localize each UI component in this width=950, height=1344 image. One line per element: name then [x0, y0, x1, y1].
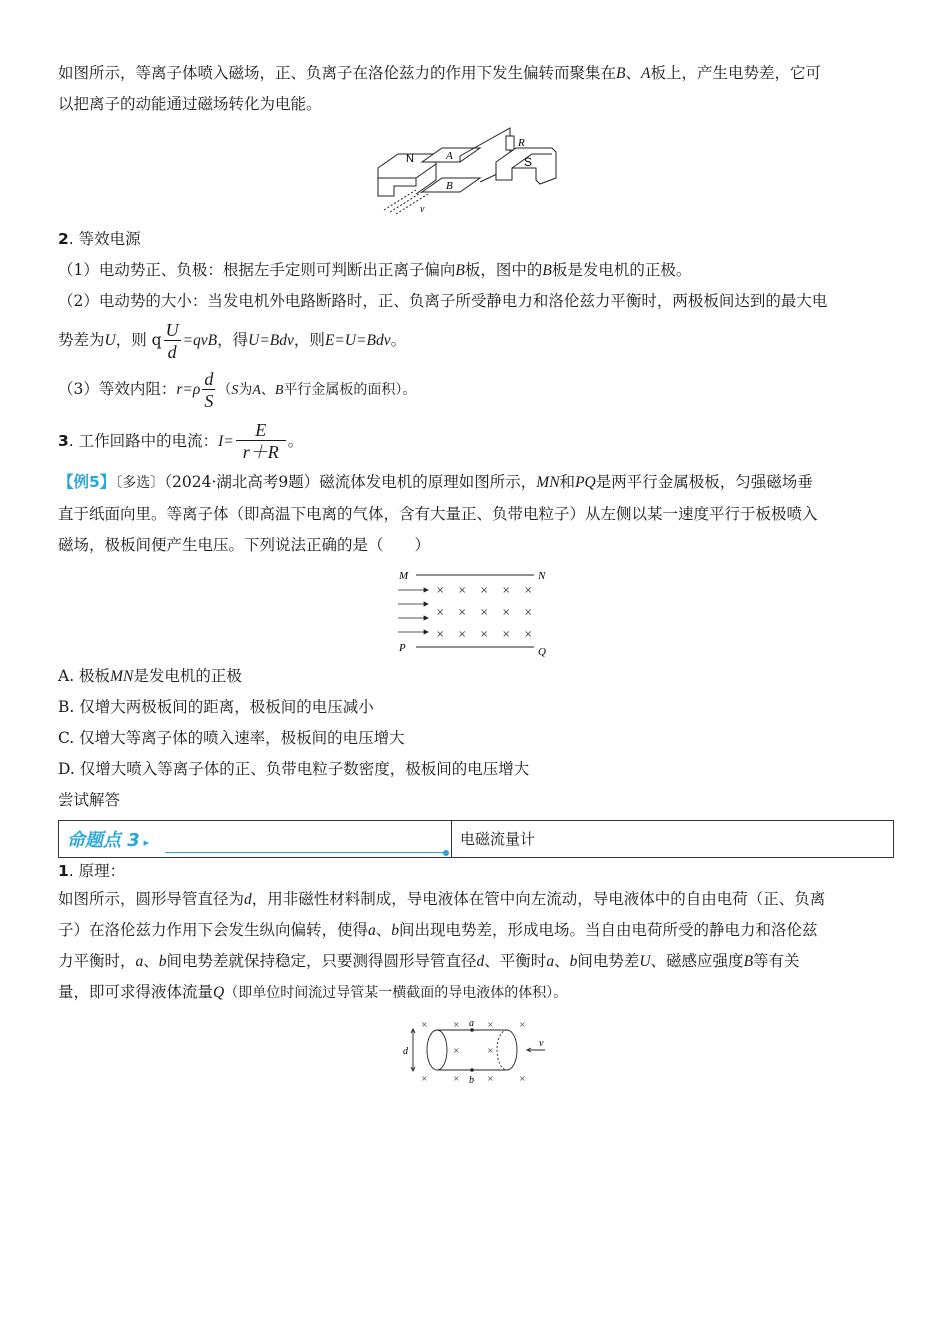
- svg-text:×: ×: [480, 607, 489, 618]
- svg-text:×: ×: [458, 629, 467, 640]
- example-line-1: 【例5】〔多选〕（2024·湖北高考9题）磁流体发电机的原理如图所示，MN和PQ是两平行金属极板，匀强磁场垂: [58, 473, 813, 491]
- svg-text:×: ×: [502, 629, 511, 640]
- parallel-plates-figure: [396, 567, 556, 659]
- example-line-2: 直于纸面向里。等离子体（即高温下电离的气体，含有大量正、负带电粒子）从左侧以某一速度平行于板极喷入: [58, 505, 818, 523]
- label-v: v: [420, 204, 425, 215]
- fraction-u-over-d: $\frac{U}{d}$: [165, 319, 179, 362]
- label-b-bottom: b: [469, 1075, 474, 1085]
- s4-line-1: 如图所示，圆形导管直径为d，用非磁性材料制成，导电液体在管中向左流动，导电液体中的自由电荷（正、负离: [58, 890, 826, 908]
- label-p: P: [399, 642, 406, 654]
- svg-text:×: ×: [502, 607, 511, 618]
- example-tag: 【例5】: [58, 473, 116, 491]
- svg-text:×: ×: [480, 629, 489, 640]
- label-s: S: [524, 155, 533, 169]
- svg-text:×: ×: [524, 607, 533, 618]
- topic-badge-area: [59, 821, 452, 857]
- svg-text:×: ×: [453, 1046, 460, 1055]
- svg-text:×: ×: [458, 585, 467, 596]
- svg-text:×: ×: [421, 1074, 428, 1083]
- example-line-3: 磁场，极板间便产生电压。下列说法正确的是（ ）: [58, 536, 431, 554]
- label-a: A: [446, 150, 453, 162]
- label-n2: N: [538, 570, 546, 582]
- svg-text:×: ×: [421, 1020, 428, 1029]
- try-answer-label: 尝试解答: [58, 791, 121, 809]
- option-c[interactable]: C. 仅增大等离子体的喷入速率，极板间的电压增大: [58, 729, 405, 747]
- svg-text:×: ×: [487, 1046, 494, 1055]
- svg-text:×: ×: [519, 1020, 526, 1029]
- fraction-d-over-s: $\frac{d}{S}$: [204, 368, 214, 411]
- label-v2: v: [539, 1038, 544, 1049]
- play-icon: ▸: [139, 836, 150, 849]
- svg-text:×: ×: [453, 1074, 460, 1083]
- svg-text:×: ×: [480, 585, 489, 596]
- s2-p1: （1）电动势正、负极：根据左手定则可判断出正离子偏向B板，图中的B板是发电机的正极。: [58, 261, 692, 279]
- section-4-heading: 1. 原理：: [58, 862, 126, 880]
- dot-icon: [443, 850, 449, 856]
- section-3-heading: 3. 工作回路中的电流：I= $\frac{E}{r+R}$ 。: [58, 420, 304, 462]
- topic-header: [58, 820, 894, 858]
- option-a[interactable]: A. 极板MN是发电机的正极: [58, 667, 242, 685]
- option-b[interactable]: B. 仅增大两极板间的距离，极板间的电压减小: [58, 698, 374, 716]
- svg-text:×: ×: [519, 1074, 526, 1083]
- label-d: d: [403, 1046, 408, 1057]
- s4-line-2: 子）在洛伦兹力作用下会发生纵向偏转，使得a、b间出现电势差，形成电场。当自由电荷所受的静电力和洛伦兹: [58, 921, 818, 939]
- document-page: [58, 58, 894, 1085]
- svg-text:×: ×: [453, 1020, 460, 1029]
- label-a-top: a: [469, 1019, 474, 1029]
- intro-line-1: 如图所示，等离子体喷入磁场，正、负离子在洛伦兹力的作用下发生偏转而聚集在B、A板上，产生电势差，它可: [58, 64, 821, 82]
- label-q: Q: [538, 646, 546, 658]
- flowmeter-figure: [401, 1019, 551, 1085]
- svg-text:×: ×: [436, 585, 445, 596]
- svg-text:×: ×: [524, 585, 533, 596]
- svg-text:×: ×: [436, 607, 445, 618]
- svg-text:×: ×: [502, 585, 511, 596]
- intro-line-2: 以把离子的动能通过磁场转化为电能。: [58, 95, 322, 113]
- s4-line-3: 力平衡时，a、b间电势差就保持稳定，只要测得圆形导管直径d、平衡时a、b间电势差U、磁感应强度B等有关: [58, 952, 800, 970]
- svg-text:×: ×: [436, 629, 445, 640]
- svg-text:×: ×: [458, 607, 467, 618]
- svg-text:×: ×: [487, 1020, 494, 1029]
- option-d[interactable]: D. 仅增大喷入等离子体的正、负带电粒子数密度，极板间的电压增大: [58, 760, 530, 778]
- topic-badge: 命题点 3 ▸: [67, 830, 150, 851]
- topic-title: 电磁流量计: [460, 830, 536, 848]
- svg-text:×: ×: [487, 1074, 494, 1083]
- svg-text:×: ×: [524, 629, 533, 640]
- label-r: R: [518, 137, 525, 149]
- s2-p2-line1: （2）电动势的大小：当发电机外电路断路时，正、负离子所受静电力和洛伦兹力平衡时，两极板间达到的最大电: [58, 292, 828, 310]
- s2-p3: （3）等效内阻：r=ρ $\frac{d}{S}$ （S为A、B平行金属板的面积）。: [58, 368, 417, 411]
- label-n: N: [406, 153, 414, 165]
- label-m: M: [399, 570, 409, 582]
- s2-p2-line2: 势差为U，则 q $\frac{U}{d}$ =qvB，得U=Bdv，则E=U=Bdv。: [58, 319, 407, 362]
- s4-line-4: 量，即可求得液体流量Q（即单位时间流过导管某一横截面的导电液体的体积）。: [58, 983, 568, 1001]
- mhd-generator-figure: [376, 124, 576, 216]
- fraction-current: $\frac{E}{r+R}$: [236, 420, 286, 463]
- label-b: B: [446, 180, 453, 192]
- section-2-heading: 2. 等效电源: [58, 230, 141, 248]
